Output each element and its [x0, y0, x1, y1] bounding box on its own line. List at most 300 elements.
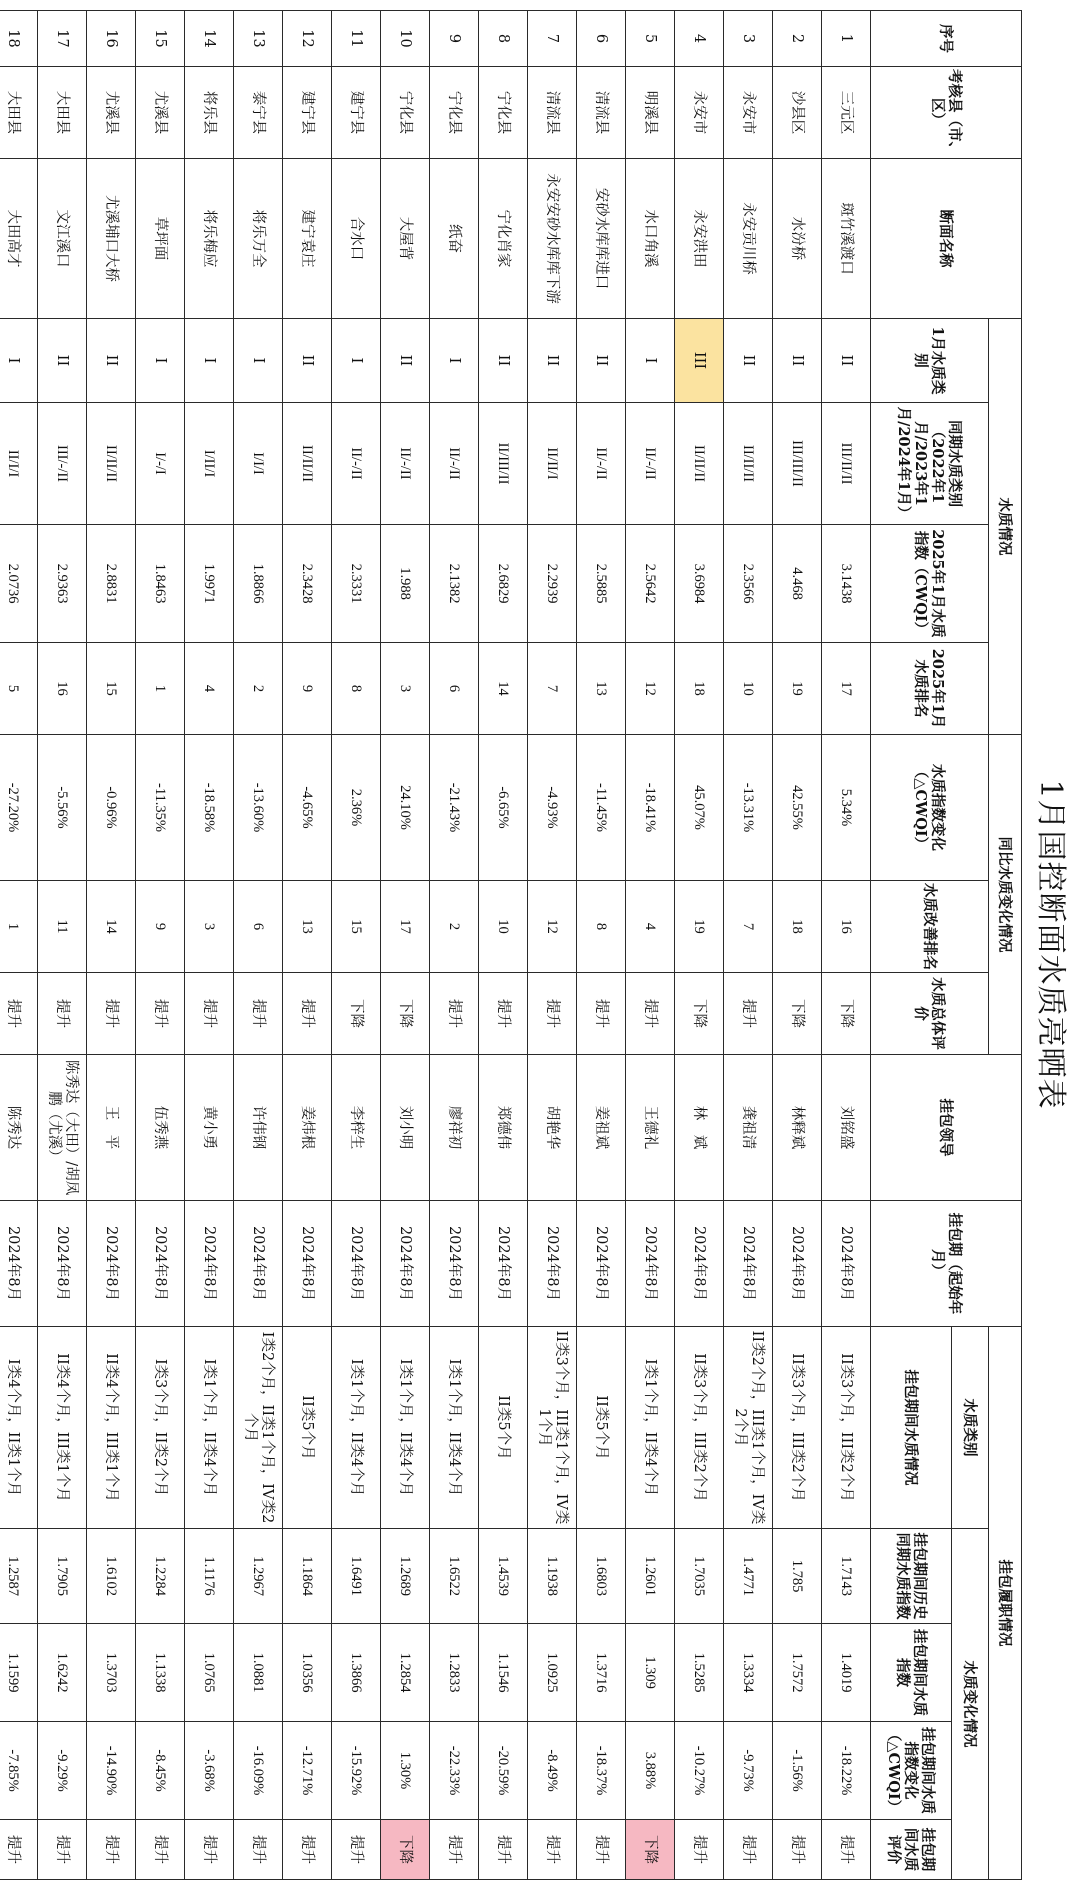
cell-cwqi: 1.988	[381, 525, 430, 643]
cell-leader: 龚祖清	[724, 1055, 773, 1201]
cell-leader: 刘小明	[381, 1055, 430, 1201]
header-class-group: 水质类别	[952, 1327, 989, 1529]
cell-seq: 8	[479, 11, 528, 67]
cell-improve-rank: 2	[430, 881, 479, 973]
cell-county: 三元区	[822, 67, 871, 159]
cell-period-eval: 提升	[87, 1820, 136, 1880]
cell-seq: 10	[381, 11, 430, 67]
cell-leader: 廖祥初	[430, 1055, 479, 1201]
cell-seq: 11	[332, 11, 381, 67]
cell-cwqi: 2.9363	[38, 525, 87, 643]
header-yoy-group: 同比水质变化情况	[989, 735, 1022, 1055]
table-row	[136, 11, 185, 1880]
cell-section: 宁化肖家	[479, 159, 528, 319]
cell-period-cwqi: 1.0765	[185, 1624, 234, 1722]
cell-overall: 提升	[724, 973, 773, 1055]
cell-period: 2024年8月	[185, 1201, 234, 1327]
cell-section: 大屋背	[381, 159, 430, 319]
cell-rank: 1	[136, 643, 185, 735]
cell-period: 2024年8月	[626, 1201, 675, 1327]
cell-rank: 14	[479, 643, 528, 735]
cell-county: 宁化县	[479, 67, 528, 159]
cell-seq: 1	[822, 11, 871, 67]
cell-overall: 提升	[0, 973, 38, 1055]
cell-overall: 下降	[381, 973, 430, 1055]
cell-improve-rank: 16	[822, 881, 871, 973]
cell-delta-cwqi: 42.55%	[773, 735, 822, 881]
cell-period-eval: 提升	[38, 1820, 87, 1880]
cell-hist-cwqi: 1.6803	[577, 1529, 626, 1624]
cell-improve-rank: 9	[136, 881, 185, 973]
cell-hist-cwqi: 1.1864	[283, 1529, 332, 1624]
cell-improve-rank: 1	[0, 881, 38, 973]
cell-seq: 5	[626, 11, 675, 67]
cell-period-eval: 下降	[381, 1820, 430, 1880]
cell-cwqi: 2.3428	[283, 525, 332, 643]
cell-improve-rank: 3	[185, 881, 234, 973]
cell-improve-rank: 7	[724, 881, 773, 973]
table-row	[38, 11, 87, 1880]
cell-rank: 17	[822, 643, 871, 735]
cell-period-cwqi: 1.0925	[528, 1624, 577, 1722]
cell-period-eval: 提升	[773, 1820, 822, 1880]
cell-county: 将乐县	[185, 67, 234, 159]
cell-period: 2024年8月	[283, 1201, 332, 1327]
header-hist-cwqi: 挂包期间历史同期水质指数	[871, 1529, 952, 1624]
document-title: 1月国控断面水质亮晒表	[1033, 779, 1068, 1110]
cell-period-eval: 提升	[0, 1820, 38, 1880]
cell-delta-cwqi: -11.45%	[577, 735, 626, 881]
cell-overall: 下降	[332, 973, 381, 1055]
cell-period-cwqi: 1.3334	[724, 1624, 773, 1722]
cell-period-class: II类5个月	[577, 1327, 626, 1529]
cell-rank: 13	[577, 643, 626, 735]
cell-overall: 提升	[283, 973, 332, 1055]
cell-period-delta: -10.27%	[675, 1722, 724, 1820]
cell-prev-class: II/-/II	[381, 403, 430, 525]
cell-county: 大田县	[0, 67, 38, 159]
cell-cwqi: 2.5885	[577, 525, 626, 643]
cell-jan-class: II	[479, 319, 528, 403]
cell-period: 2024年8月	[136, 1201, 185, 1327]
cell-county: 大田县	[38, 67, 87, 159]
cell-leader: 王德礼	[626, 1055, 675, 1201]
cell-delta-cwqi: -13.60%	[234, 735, 283, 881]
table-row	[724, 11, 773, 1880]
cell-jan-class: II	[577, 319, 626, 403]
header-cwqi: 2025年1月水质指数（CWQI）	[871, 525, 989, 643]
cell-period-class: I类1个月，II类4个月	[185, 1327, 234, 1529]
cell-period-class: II类5个月	[479, 1327, 528, 1529]
cell-section: 将乐梅应	[185, 159, 234, 319]
table-row	[528, 11, 577, 1880]
cell-improve-rank: 14	[87, 881, 136, 973]
header-leader: 挂包领导	[871, 1055, 1022, 1201]
cell-section: 将乐万全	[234, 159, 283, 319]
cell-county: 清流县	[577, 67, 626, 159]
cell-hist-cwqi: 1.4539	[479, 1529, 528, 1624]
header-period: 挂包期（起始年月）	[871, 1201, 1022, 1327]
cell-delta-cwqi: -27.20%	[0, 735, 38, 881]
header-delta-cwqi: 水质指数变化（△CWQI）	[871, 735, 989, 881]
cell-period: 2024年8月	[381, 1201, 430, 1327]
cell-hist-cwqi: 1.6491	[332, 1529, 381, 1624]
cell-leader: 姜炜根	[283, 1055, 332, 1201]
cell-period: 2024年8月	[822, 1201, 871, 1327]
cell-rank: 19	[773, 643, 822, 735]
cell-improve-rank: 8	[577, 881, 626, 973]
cell-overall: 提升	[430, 973, 479, 1055]
header-county: 考核县（市、区）	[871, 67, 1022, 159]
water-quality-table	[0, 10, 1022, 1880]
cell-overall: 提升	[185, 973, 234, 1055]
cell-leader: 伍秀燕	[136, 1055, 185, 1201]
cell-cwqi: 4.468	[773, 525, 822, 643]
cell-period-cwqi: 1.1546	[479, 1624, 528, 1722]
cell-seq: 13	[234, 11, 283, 67]
cell-cwqi: 3.1438	[822, 525, 871, 643]
cell-period-delta: -12.71%	[283, 1722, 332, 1820]
cell-section: 水口角溪	[626, 159, 675, 319]
cell-leader: 许伟钢	[234, 1055, 283, 1201]
cell-leader: 姜祖斌	[577, 1055, 626, 1201]
cell-jan-class: II	[283, 319, 332, 403]
table-row	[675, 11, 724, 1880]
cell-prev-class: II/I/I	[0, 403, 38, 525]
cell-prev-class: II/II/II	[675, 403, 724, 525]
cell-seq: 7	[528, 11, 577, 67]
cell-jan-class: II	[773, 319, 822, 403]
cell-county: 宁化县	[381, 67, 430, 159]
cell-period-class: II类3个月，III类2个月	[675, 1327, 724, 1529]
cell-period-delta: -18.22%	[822, 1722, 871, 1820]
cell-section: 永安贡川桥	[724, 159, 773, 319]
table-row	[822, 11, 871, 1880]
table-row	[773, 11, 822, 1880]
cell-hist-cwqi: 1.785	[773, 1529, 822, 1624]
header-improve-rank: 水质改善排名	[871, 881, 989, 973]
cell-period-eval: 提升	[724, 1820, 773, 1880]
cell-seq: 15	[136, 11, 185, 67]
cell-period: 2024年8月	[38, 1201, 87, 1327]
cell-delta-cwqi: -13.31%	[724, 735, 773, 881]
cell-cwqi: 3.6984	[675, 525, 724, 643]
cell-period-cwqi: 1.7572	[773, 1624, 822, 1722]
cell-overall: 下降	[822, 973, 871, 1055]
cell-delta-cwqi: 45.07%	[675, 735, 724, 881]
cell-rank: 2	[234, 643, 283, 735]
cell-period-cwqi: 1.3716	[577, 1624, 626, 1722]
cell-period-delta: -8.45%	[136, 1722, 185, 1820]
header-section: 断面名称	[871, 159, 1022, 319]
cell-period-delta: -22.33%	[430, 1722, 479, 1820]
table-row	[87, 11, 136, 1880]
cell-period-eval: 提升	[185, 1820, 234, 1880]
cell-hist-cwqi: 1.6522	[430, 1529, 479, 1624]
cell-improve-rank: 19	[675, 881, 724, 973]
cell-rank: 10	[724, 643, 773, 735]
cell-period-eval: 下降	[626, 1820, 675, 1880]
cell-hist-cwqi: 1.7035	[675, 1529, 724, 1624]
table-row	[479, 11, 528, 1880]
cell-overall: 提升	[38, 973, 87, 1055]
cell-period: 2024年8月	[675, 1201, 724, 1327]
cell-leader: 李梓生	[332, 1055, 381, 1201]
cell-jan-class: I	[234, 319, 283, 403]
cell-prev-class: II/II/II	[87, 403, 136, 525]
cell-prev-class: II/II/II	[724, 403, 773, 525]
cell-period-cwqi: 1.2833	[430, 1624, 479, 1722]
table-row	[283, 11, 332, 1880]
cell-rank: 3	[381, 643, 430, 735]
cell-period-cwqi: 1.4019	[822, 1624, 871, 1722]
table-row	[430, 11, 479, 1880]
cell-rank: 16	[38, 643, 87, 735]
cell-period-cwqi: 1.309	[626, 1624, 675, 1722]
cell-period: 2024年8月	[430, 1201, 479, 1327]
cell-jan-class: I	[430, 319, 479, 403]
cell-county: 明溪县	[626, 67, 675, 159]
cell-section: 安砂水库库进口	[577, 159, 626, 319]
cell-overall: 提升	[87, 973, 136, 1055]
header-period-cwqi: 挂包期间水质指数	[871, 1624, 952, 1722]
cell-leader: 郑德伟	[479, 1055, 528, 1201]
cell-cwqi: 2.3331	[332, 525, 381, 643]
cell-period-delta: -16.09%	[234, 1722, 283, 1820]
cell-period-eval: 提升	[136, 1820, 185, 1880]
cell-delta-cwqi: 24.10%	[381, 735, 430, 881]
table-row	[332, 11, 381, 1880]
cell-section: 草坪面	[136, 159, 185, 319]
cell-section: 永安洪田	[675, 159, 724, 319]
cell-improve-rank: 6	[234, 881, 283, 973]
cell-county: 宁化县	[430, 67, 479, 159]
header-jan-class: 1月水质类别	[871, 319, 989, 403]
cell-delta-cwqi: -4.93%	[528, 735, 577, 881]
cell-section: 文江溪口	[38, 159, 87, 319]
cell-period-eval: 提升	[822, 1820, 871, 1880]
cell-cwqi: 1.9971	[185, 525, 234, 643]
cell-period-class: II类5个月	[283, 1327, 332, 1529]
cell-hist-cwqi: 1.6102	[87, 1529, 136, 1624]
cell-seq: 17	[38, 11, 87, 67]
cell-improve-rank: 4	[626, 881, 675, 973]
cell-hist-cwqi: 1.7143	[822, 1529, 871, 1624]
cell-period-class: II类3个月，III类2个月	[773, 1327, 822, 1529]
cell-period-class: II类3个月，III类2个月	[822, 1327, 871, 1529]
cell-section: 合水口	[332, 159, 381, 319]
cell-jan-class: I	[0, 319, 38, 403]
cell-period-class: I类1个月，II类4个月	[381, 1327, 430, 1529]
cell-prev-class: I/-/I	[136, 403, 185, 525]
cell-improve-rank: 12	[528, 881, 577, 973]
cell-period-class: I类3个月，II类2个月	[136, 1327, 185, 1529]
cell-prev-class: II/II/II	[283, 403, 332, 525]
cell-prev-class: I/I/I	[234, 403, 283, 525]
cell-period-delta: -18.37%	[577, 1722, 626, 1820]
cell-jan-class: II	[381, 319, 430, 403]
cell-period-eval: 提升	[234, 1820, 283, 1880]
cell-period-class: II类2个月，III类1个月，IV类2个月	[724, 1327, 773, 1529]
cell-period-class: I类4个月，II类1个月	[0, 1327, 38, 1529]
cell-leader: 林释斌	[773, 1055, 822, 1201]
cell-prev-class: II/-/II	[577, 403, 626, 525]
cell-improve-rank: 18	[773, 881, 822, 973]
cell-period: 2024年8月	[87, 1201, 136, 1327]
cell-overall: 提升	[626, 973, 675, 1055]
cell-improve-rank: 10	[479, 881, 528, 973]
cell-hist-cwqi: 1.2689	[381, 1529, 430, 1624]
cell-prev-class: I/II/I	[185, 403, 234, 525]
cell-hist-cwqi: 1.2601	[626, 1529, 675, 1624]
cell-prev-class: II/-/II	[430, 403, 479, 525]
header-wq-group: 水质情况	[989, 319, 1022, 735]
cell-rank: 18	[675, 643, 724, 735]
cell-hist-cwqi: 1.2967	[234, 1529, 283, 1624]
cell-seq: 16	[87, 11, 136, 67]
table-body	[0, 11, 871, 1880]
cell-delta-cwqi: -5.56%	[38, 735, 87, 881]
cell-hist-cwqi: 1.2284	[136, 1529, 185, 1624]
cell-period-delta: -14.90%	[87, 1722, 136, 1820]
cell-period: 2024年8月	[234, 1201, 283, 1327]
cell-overall: 提升	[136, 973, 185, 1055]
cell-period: 2024年8月	[577, 1201, 626, 1327]
cell-cwqi: 1.8866	[234, 525, 283, 643]
cell-prev-class: III/-/II	[38, 403, 87, 525]
cell-leader: 王 平	[87, 1055, 136, 1201]
cell-section: 水汾桥	[773, 159, 822, 319]
cell-period-cwqi: 1.1599	[0, 1624, 38, 1722]
cell-county: 清流县	[528, 67, 577, 159]
cell-seq: 12	[283, 11, 332, 67]
cell-seq: 9	[430, 11, 479, 67]
cell-hist-cwqi: 1.1176	[185, 1529, 234, 1624]
cell-period-class: II类4个月，III类1个月	[38, 1327, 87, 1529]
cell-seq: 14	[185, 11, 234, 67]
table-row	[577, 11, 626, 1880]
cell-period-class: I类1个月，II类4个月	[430, 1327, 479, 1529]
cell-delta-cwqi: 2.36%	[332, 735, 381, 881]
cell-county: 永安市	[675, 67, 724, 159]
cell-delta-cwqi: -18.58%	[185, 735, 234, 881]
cell-prev-class: II/II/I	[528, 403, 577, 525]
cell-rank: 12	[626, 643, 675, 735]
cell-period-cwqi: 1.5285	[675, 1624, 724, 1722]
table-row	[626, 11, 675, 1880]
cell-hist-cwqi: 1.2587	[0, 1529, 38, 1624]
cell-county: 建宁县	[332, 67, 381, 159]
cell-rank: 5	[0, 643, 38, 735]
cell-prev-class: II/-/II	[332, 403, 381, 525]
cell-hist-cwqi: 1.7905	[38, 1529, 87, 1624]
table-header	[871, 11, 1022, 1880]
cell-rank: 7	[528, 643, 577, 735]
cell-overall: 提升	[577, 973, 626, 1055]
table-row	[0, 11, 38, 1880]
cell-period: 2024年8月	[724, 1201, 773, 1327]
cell-jan-class: II	[87, 319, 136, 403]
cell-period: 2024年8月	[332, 1201, 381, 1327]
cell-period-delta: -7.85%	[0, 1722, 38, 1820]
cell-prev-class: II/III/II	[479, 403, 528, 525]
cell-period-delta: -20.59%	[479, 1722, 528, 1820]
cell-leader: 黄小勇	[185, 1055, 234, 1201]
table-row	[381, 11, 430, 1880]
cell-rank: 9	[283, 643, 332, 735]
table-row	[234, 11, 283, 1880]
cell-cwqi: 2.2939	[528, 525, 577, 643]
cell-jan-class: II	[724, 319, 773, 403]
cell-cwqi: 2.6829	[479, 525, 528, 643]
cell-leader: 陈秀达	[0, 1055, 38, 1201]
cell-jan-class: I	[332, 319, 381, 403]
cell-rank: 6	[430, 643, 479, 735]
header-period-delta: 挂包期间水质指数变化（△CWQI）	[871, 1722, 952, 1820]
cell-rank: 8	[332, 643, 381, 735]
cell-overall: 提升	[234, 973, 283, 1055]
cell-period-class: II类3个月，III类1个月，IV类1个月	[528, 1327, 577, 1529]
cell-leader: 胡艳华	[528, 1055, 577, 1201]
cell-cwqi: 2.3566	[724, 525, 773, 643]
cell-jan-class: I	[136, 319, 185, 403]
cell-period-cwqi: 1.1338	[136, 1624, 185, 1722]
cell-period-delta: -3.68%	[185, 1722, 234, 1820]
cell-cwqi: 2.5642	[626, 525, 675, 643]
cell-county: 尤溪县	[136, 67, 185, 159]
cell-jan-class: II	[38, 319, 87, 403]
header-prev-class: 同期水质类别（2022年1月/2023年1月/2024年1月）	[871, 403, 989, 525]
cell-prev-class: III/III/II	[773, 403, 822, 525]
cell-period-delta: -9.73%	[724, 1722, 773, 1820]
cell-improve-rank: 11	[38, 881, 87, 973]
cell-section: 永安安砂水库库下游	[528, 159, 577, 319]
cell-improve-rank: 13	[283, 881, 332, 973]
cell-county: 沙县区	[773, 67, 822, 159]
cell-period-cwqi: 1.0881	[234, 1624, 283, 1722]
cell-period-class: I类2个月，II类1个月，IV类2个月	[234, 1327, 283, 1529]
cell-delta-cwqi: -0.96%	[87, 735, 136, 881]
cell-period: 2024年8月	[528, 1201, 577, 1327]
cell-period-class: II类4个月，III类1个月	[87, 1327, 136, 1529]
cell-period-delta: -9.29%	[38, 1722, 87, 1820]
cell-period-cwqi: 1.3866	[332, 1624, 381, 1722]
cell-section: 纸奋	[430, 159, 479, 319]
cell-period-delta: 1.30%	[381, 1722, 430, 1820]
cell-delta-cwqi: -21.43%	[430, 735, 479, 881]
cell-county: 永安市	[724, 67, 773, 159]
cell-period-eval: 提升	[479, 1820, 528, 1880]
cell-jan-class: I	[626, 319, 675, 403]
cell-period-eval: 提升	[332, 1820, 381, 1880]
cell-leader: 陈秀达（大田）/胡凤鹏（尤溪）	[38, 1055, 87, 1201]
cell-period-cwqi: 1.3703	[87, 1624, 136, 1722]
cell-period-cwqi: 1.0356	[283, 1624, 332, 1722]
cell-period-eval: 提升	[528, 1820, 577, 1880]
header-period-class: 挂包期间水质情况	[871, 1327, 952, 1529]
header-change-group: 水质变化情况	[952, 1529, 989, 1880]
cell-delta-cwqi: 5.34%	[822, 735, 871, 881]
cell-jan-class: III	[675, 319, 724, 403]
table-row	[185, 11, 234, 1880]
cell-hist-cwqi: 1.4771	[724, 1529, 773, 1624]
cell-delta-cwqi: -18.41%	[626, 735, 675, 881]
cell-section: 斑竹溪渡口	[822, 159, 871, 319]
header-overall: 水质总体评价	[871, 973, 989, 1055]
cell-rank: 4	[185, 643, 234, 735]
cell-seq: 3	[724, 11, 773, 67]
cell-period-delta: -1.56%	[773, 1722, 822, 1820]
